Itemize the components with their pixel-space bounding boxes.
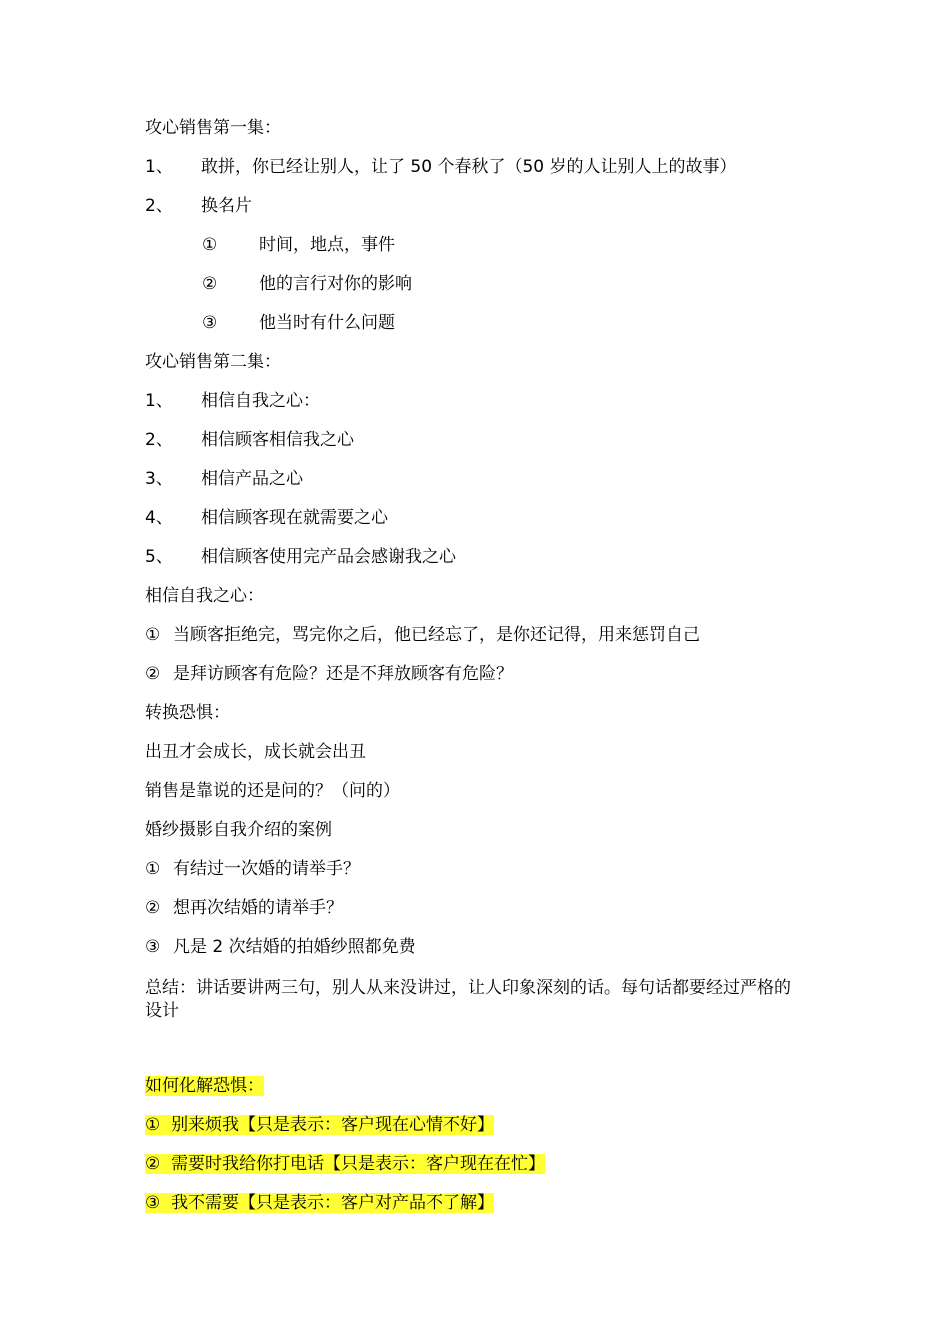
list-text: 凡是 2 次结婚的拍婚纱照都免费	[173, 937, 416, 957]
list-text: 相信自我之心：	[201, 391, 320, 411]
list-number: 2、	[145, 430, 173, 450]
list-number: 5、	[145, 547, 173, 567]
list-text: 有结过一次婚的请举手？	[173, 859, 360, 879]
list-text: 相信顾客相信我之心	[201, 430, 354, 450]
resolve-item-3	[145, 1191, 494, 1215]
list-text: 他当时有什么问题	[259, 313, 395, 333]
ep1-title	[145, 116, 281, 140]
fear-line-1	[145, 740, 366, 764]
list-text: 相信顾客现在就需要之心	[201, 508, 388, 528]
list-text: 当顾客拒绝完，骂完你之后，他已经忘了，是你还记得，用来惩罚自己	[173, 625, 700, 645]
self-title-text: 相信自我之心：	[145, 586, 264, 606]
list-number: ①	[202, 235, 218, 255]
list-number: ②	[145, 664, 161, 684]
list-number: ①	[145, 625, 161, 645]
list-number: 1、	[145, 157, 173, 177]
list-number: ③	[145, 1193, 161, 1213]
list-number: ②	[145, 1154, 161, 1174]
highlight-run	[145, 1115, 494, 1135]
list-text: 时间，地点，事件	[259, 235, 395, 255]
list-number: 4、	[145, 508, 173, 528]
self-title	[145, 584, 264, 608]
case-title-text: 婚纱摄影自我介绍的案例	[145, 820, 332, 840]
list-text: 相信产品之心	[201, 469, 303, 489]
list-text: 想再次结婚的请举手？	[173, 898, 343, 918]
summary-paragraph: 总结：讲话要讲两三句，别人从来没讲过，让人印象深刻的话。每句话都要经过严格的设计	[145, 978, 791, 1021]
list-number: ③	[145, 937, 161, 957]
list-number: ②	[202, 274, 218, 294]
fear-line-2	[145, 779, 400, 803]
ep2-title	[145, 350, 281, 374]
paragraph-text: 销售是靠说的还是问的？（问的）	[145, 781, 400, 801]
highlight-run	[145, 1193, 494, 1213]
list-number: 1、	[145, 391, 173, 411]
resolve-title-text: 如何化解恐惧：	[145, 1076, 264, 1096]
list-number: 2、	[145, 196, 173, 216]
list-number: ②	[145, 898, 161, 918]
list-text: 相信顾客使用完产品会感谢我之心	[201, 547, 456, 567]
list-number: ③	[202, 313, 218, 333]
list-text: 他的言行对你的影响	[259, 274, 412, 294]
list-text: 需要时我给你打电话【只是表示：客户现在在忙】	[171, 1154, 546, 1174]
list-text: 别来烦我【只是表示：客户现在心情不好】	[171, 1115, 495, 1135]
list-text: 是拜访顾客有危险？还是不拜放顾客有危险？	[173, 664, 513, 684]
ep1-title-text: 攻心销售第一集：	[145, 118, 281, 138]
resolve-title	[145, 1074, 264, 1098]
list-text: 换名片	[201, 196, 252, 216]
fear-title	[145, 701, 230, 725]
paragraph-text: 出丑才会成长，成长就会出丑	[145, 742, 366, 762]
list-text: 敢拼，你已经让别人，让了 50 个春秋了（50 岁的人让别人上的故事）	[201, 157, 737, 177]
list-number: 3、	[145, 469, 173, 489]
list-text: 我不需要【只是表示：客户对产品不了解】	[171, 1193, 495, 1213]
ep2-title-text: 攻心销售第二集：	[145, 352, 281, 372]
list-number: ①	[145, 859, 161, 879]
resolve-item-1	[145, 1113, 494, 1137]
list-number: ①	[145, 1115, 161, 1135]
fear-title-text: 转换恐惧：	[145, 703, 230, 723]
case-title	[145, 818, 332, 842]
highlight-run	[145, 1154, 545, 1174]
resolve-item-2	[145, 1152, 545, 1176]
